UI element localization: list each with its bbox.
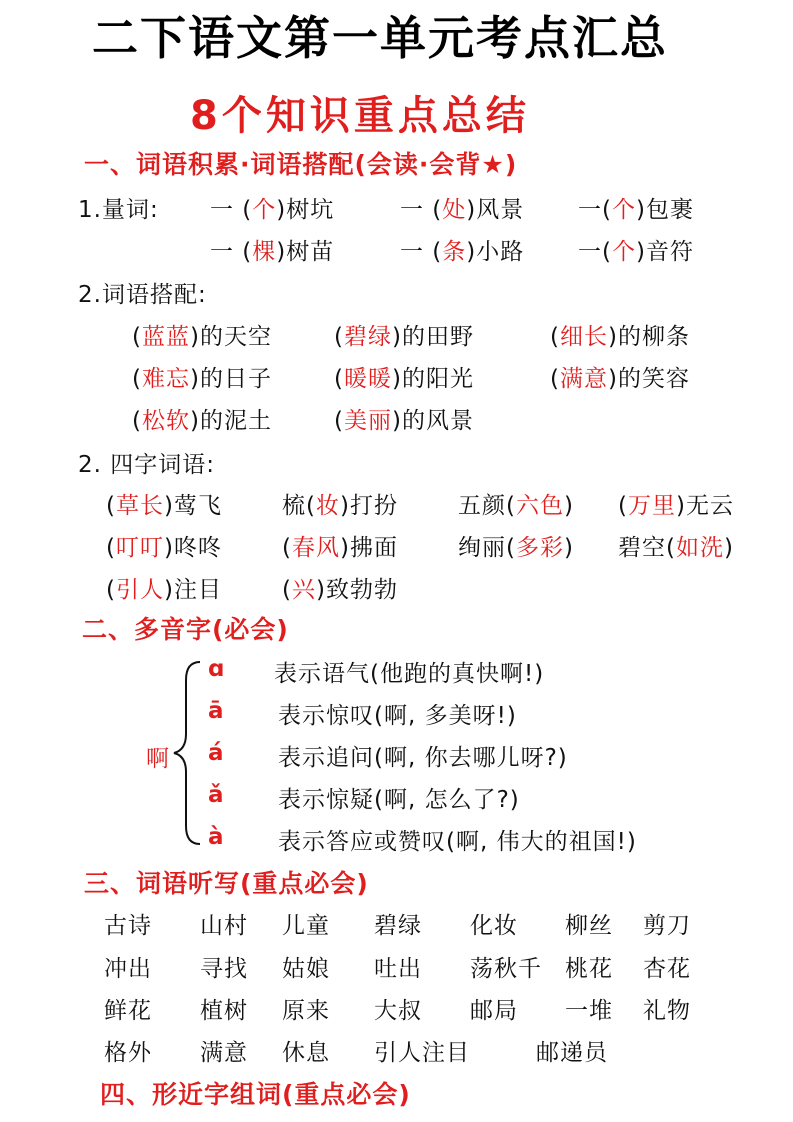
pinyin-a-neutral: ɑ <box>208 656 225 682</box>
idiom-item: 碧空(如洗) <box>618 535 734 561</box>
dictation-word: 鲜花 <box>104 998 152 1024</box>
section-heading-dictation: 三、词语听写(重点必会) <box>84 869 369 898</box>
curly-brace-icon <box>170 658 204 848</box>
four-character-idioms-label: 2. 四字词语: <box>78 452 216 478</box>
polyphone-meaning: 表示答应或赞叹(啊, 伟大的祖国!) <box>278 829 637 855</box>
measure-word-item: 一 (处)风景 <box>400 197 525 223</box>
collocation-item: (蓝蓝)的天空 <box>132 324 272 350</box>
measure-word-item: 一 (个)树坑 <box>210 197 335 223</box>
dictation-word: 大叔 <box>374 998 422 1024</box>
polyphone-meaning: 表示语气(他跑的真快啊!) <box>274 661 545 687</box>
dictation-word: 姑娘 <box>282 956 330 982</box>
pinyin-a-second-tone: á <box>208 740 224 766</box>
polyphone-meaning: 表示惊叹(啊, 多美呀!) <box>278 703 517 729</box>
section-heading-polyphones: 二、多音字(必会) <box>82 615 289 644</box>
dictation-word: 桃花 <box>565 956 613 982</box>
dictation-word: 荡秋千 <box>470 956 542 982</box>
idiom-item: (叮叮)咚咚 <box>106 535 222 561</box>
collocation-item: (碧绿)的田野 <box>334 324 474 350</box>
measure-words-label: 1.量词: <box>78 197 159 223</box>
polyphone-meaning: 表示追问(啊, 你去哪儿呀?) <box>278 745 568 771</box>
measure-word-item: 一(个)音符 <box>578 239 694 265</box>
page-subtitle: 8个知识重点总结 <box>190 93 530 139</box>
idiom-item: 绚丽(多彩) <box>458 535 574 561</box>
page-title: 二下语文第一单元考点汇总 <box>92 11 668 65</box>
idiom-item: (草长)莺飞 <box>106 493 222 519</box>
dictation-word: 引人注目 <box>374 1040 470 1066</box>
dictation-word: 儿童 <box>282 913 330 939</box>
dictation-word: 邮局 <box>470 998 518 1024</box>
measure-word-item: 一(个)包裹 <box>578 197 694 223</box>
dictation-word: 寻找 <box>200 956 248 982</box>
idiom-item: (引人)注目 <box>106 577 222 603</box>
dictation-word: 山村 <box>200 913 248 939</box>
dictation-word: 植树 <box>200 998 248 1024</box>
pinyin-a-first-tone: ā <box>208 698 224 724</box>
idiom-item: 五颜(六色) <box>458 493 574 519</box>
collocation-item: (细长)的柳条 <box>550 324 690 350</box>
idiom-item: (万里)无云 <box>618 493 734 519</box>
dictation-word: 礼物 <box>643 998 691 1024</box>
dictation-word: 古诗 <box>104 913 152 939</box>
collocation-item: (暖暖)的阳光 <box>334 366 474 392</box>
dictation-word: 一堆 <box>565 998 613 1024</box>
dictation-word: 吐出 <box>374 956 422 982</box>
collocation-item: (满意)的笑容 <box>550 366 690 392</box>
polyphone-character: 啊 <box>146 746 170 772</box>
polyphone-meaning: 表示惊疑(啊, 怎么了?) <box>278 787 520 813</box>
pinyin-a-third-tone: ǎ <box>208 782 224 808</box>
measure-word-item: 一 (棵)树苗 <box>210 239 335 265</box>
dictation-word: 化妆 <box>470 913 518 939</box>
dictation-word: 柳丝 <box>565 913 613 939</box>
idiom-item: (春风)拂面 <box>282 535 398 561</box>
measure-word-item: 一 (条)小路 <box>400 239 525 265</box>
idiom-item: (兴)致勃勃 <box>282 577 398 603</box>
collocation-item: (难忘)的日子 <box>132 366 272 392</box>
dictation-word: 碧绿 <box>374 913 422 939</box>
dictation-word: 杏花 <box>643 956 691 982</box>
collocation-item: (松软)的泥土 <box>132 408 272 434</box>
dictation-word: 剪刀 <box>643 913 691 939</box>
collocation-label: 2.词语搭配: <box>78 282 207 308</box>
dictation-word: 邮递员 <box>536 1040 608 1066</box>
idiom-item: 梳(妆)打扮 <box>282 493 398 519</box>
dictation-word: 格外 <box>104 1040 152 1066</box>
dictation-word: 冲出 <box>104 956 152 982</box>
section-heading-similar-characters: 四、形近字组词(重点必会) <box>100 1080 411 1109</box>
dictation-word: 休息 <box>282 1040 330 1066</box>
section-heading-vocabulary: 一、词语积累·词语搭配(会读·会背★) <box>84 150 518 179</box>
pinyin-a-fourth-tone: à <box>208 824 224 850</box>
collocation-item: (美丽)的风景 <box>334 408 474 434</box>
dictation-word: 满意 <box>200 1040 248 1066</box>
dictation-word: 原来 <box>282 998 330 1024</box>
